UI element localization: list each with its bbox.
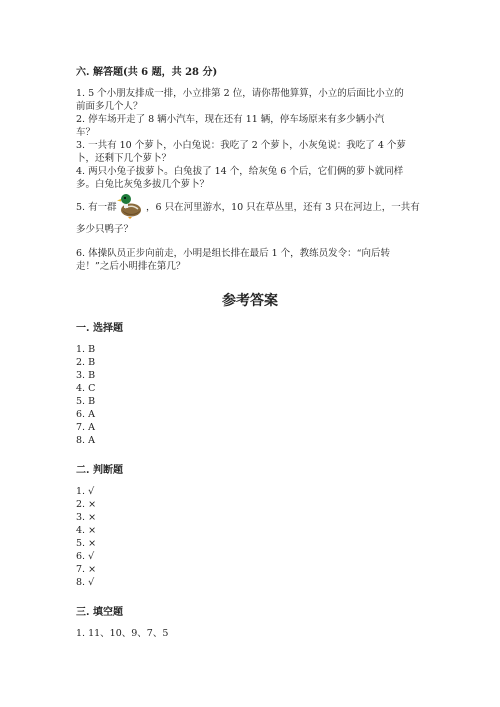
choice-answer-8: 8. A: [76, 435, 95, 446]
section-title-problems: 六. 解答题(共 6 题，共 28 分): [76, 67, 218, 78]
question-4-line-2: 多。白兔比灰兔多拔几个萝卜？: [76, 179, 210, 190]
question-4-line-1: 4. 两只小兔子拔萝卜。白兔拔了 14 个，给灰兔 6 个后，它们俩的萝卜就同样: [76, 166, 404, 177]
section-title-fill: 三. 填空题: [76, 607, 123, 618]
judge-answer-7: 7. ×: [76, 564, 97, 575]
judge-answer-6: 6. √: [76, 551, 95, 562]
question-2-line-2: 车？: [76, 127, 96, 138]
duck-icon: [116, 191, 144, 219]
fill-answer-1: 1. 11、10、9、7、5: [76, 628, 169, 639]
question-5-line-1-end: ，6 只在河里游水，10 只在草丛里，还有 3 只在河边上，一共有: [146, 202, 420, 213]
choice-answer-3: 3. B: [76, 370, 96, 381]
judge-answer-4: 4. ×: [76, 525, 97, 536]
question-1-line-1: 1. 5 个小朋友排成一排，小立排第 2 位，请你帮他算算，小立的后面比小立的: [76, 88, 404, 99]
choice-answer-2: 2. B: [76, 357, 96, 368]
choice-answer-6: 6. A: [76, 409, 95, 420]
section-title-judge: 二. 判断题: [76, 465, 123, 476]
judge-answer-1: 1. √: [76, 486, 95, 497]
judge-answer-8: 8. √: [76, 577, 95, 588]
judge-answer-2: 2. ×: [76, 499, 97, 510]
choice-answer-5: 5. B: [76, 396, 96, 407]
question-6-line-2: 走！”之后小明排在第几？: [76, 261, 186, 272]
question-2-line-1: 2. 停车场开走了 8 辆小汽车，现在还有 11 辆，停车场原来有多少辆小汽: [76, 114, 385, 125]
question-1-line-2: 前面多几个人？: [76, 101, 143, 112]
section-title-choice: 一. 选择题: [76, 323, 123, 334]
choice-answer-4: 4. C: [76, 383, 96, 394]
question-3-line-2: 卜，还剩下几个萝卜？: [76, 153, 172, 164]
question-3-line-1: 3. 一共有 10 个萝卜，小白兔说：我吃了 2 个萝卜，小灰兔说：我吃了 4 个萝: [76, 140, 406, 151]
question-5-line-2: 多少只鸭子？: [76, 224, 134, 235]
answer-key-title: 参考答案: [222, 293, 278, 309]
judge-answer-5: 5. ×: [76, 538, 97, 549]
choice-answer-7: 7. A: [76, 422, 95, 433]
question-5-line-1-start: 5. 有一群: [76, 202, 117, 213]
judge-answer-3: 3. ×: [76, 512, 97, 523]
choice-answer-1: 1. B: [76, 344, 96, 355]
question-6-line-1: 6. 体操队员正步向前走，小明是组长排在最后 1 个，教练员发令：“向后转: [76, 248, 391, 259]
